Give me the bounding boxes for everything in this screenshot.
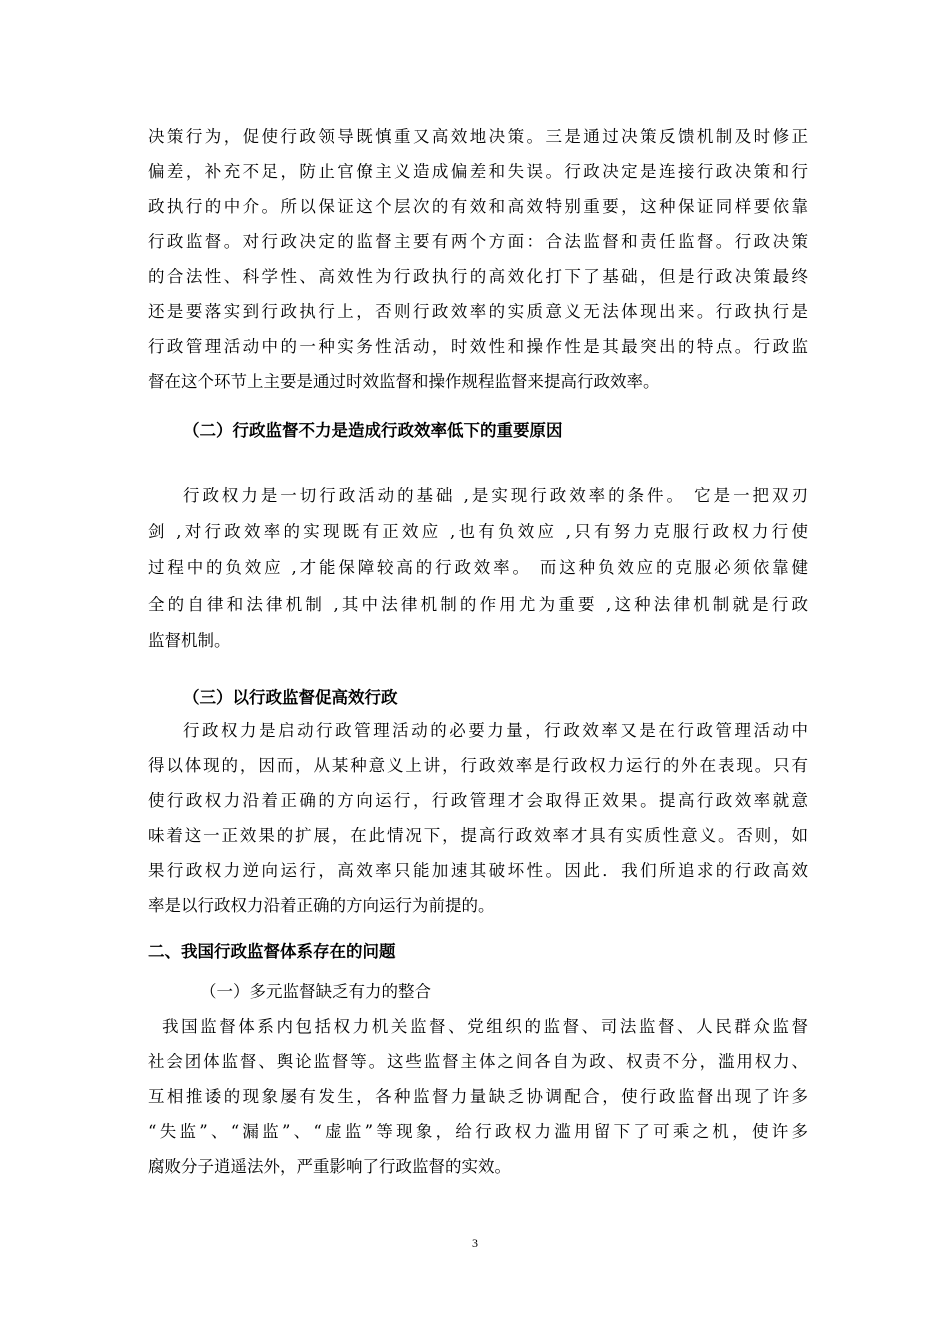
subsection-heading: （一）多元监督缺乏有力的整合	[200, 982, 431, 1001]
paragraph-line: 得以体现的，因而，从某种意义上讲，行政效率是行政权力运行的外在表现。只有	[148, 756, 808, 775]
paragraph-line: 行政权力是启动行政管理活动的必要力量，行政效率又是在行政管理活动中	[183, 721, 808, 740]
paragraph-line: 督在这个环节上主要是通过时效监督和操作规程监督来提高行政效率。	[148, 372, 660, 391]
paragraph-line: 政执行的中介。所以保证这个层次的有效和高效特别重要，这种保证同样要依靠	[148, 197, 808, 216]
paragraph-line: 味着这一正效果的扩展，在此情况下，提高行政效率才具有实质性意义。否则，如	[148, 826, 808, 845]
paragraph-line: 我国监督体系内包括权力机关监督、党组织的监督、司法监督、人民群众监督	[162, 1017, 808, 1036]
paragraph-line: 监督机制。	[148, 631, 231, 650]
paragraph-line: 使行政权力沿着正确的方向运行，行政管理才会取得正效果。提高行政效率就意	[148, 791, 808, 810]
paragraph-line: 还是要落实到行政执行上，否则行政效率的实质意义无法体现出来。行政执行是	[148, 302, 808, 321]
paragraph-line: 果行政权力逆向运行，高效率只能加速其破坏性。因此．我们所追求的行政高效	[148, 861, 808, 880]
paragraph-line: 全的自律和法律机制 ,其中法律机制的作用尤为重要 ,这种法律机制就是行政	[148, 595, 808, 614]
paragraph-line: 偏差，补充不足，防止官僚主义造成偏差和失误。行政决定是连接行政决策和行	[148, 162, 808, 181]
paragraph-line: 决策行为，促使行政领导既慎重又高效地决策。三是通过决策反馈机制及时修正	[148, 127, 808, 146]
paragraph-line: 剑 ,对行政效率的实现既有正效应 ,也有负效应 ,只有努力克服行政权力行使	[148, 522, 808, 541]
paragraph-line: 率是以行政权力沿着正确的方向运行为前提的。	[148, 896, 495, 915]
paragraph-line: 过程中的负效应 ,才能保障较高的行政效率。 而这种负效应的克服必须依靠健	[148, 558, 808, 577]
paragraph-line: 的合法性、科学性、高效性为行政执行的高效化打下了基础，但是行政决策最终	[148, 267, 808, 286]
chapter-heading: 二、我国行政监督体系存在的问题	[148, 942, 396, 961]
paragraph-line: 行政权力是一切行政活动的基础 ,是实现行政效率的条件。 它是一把双刃	[183, 486, 808, 505]
paragraph-line: 互相推诿的现象屡有发生，各种监督力量缺乏协调配合，使行政监督出现了许多	[148, 1087, 808, 1106]
paragraph-line: 行政监督。对行政决定的监督主要有两个方面：合法监督和责任监督。行政决策	[148, 232, 808, 251]
paragraph-line: 社会团体监督、舆论监督等。这些监督主体之间各自为政、权责不分，滥用权力、	[148, 1052, 808, 1071]
paragraph-line: 腐败分子逍遥法外，严重影响了行政监督的实效。	[148, 1157, 511, 1176]
section-heading: （二）行政监督不力是造成行政效率低下的重要原因	[183, 421, 563, 440]
section-heading: （三）以行政监督促高效行政	[183, 688, 398, 707]
paragraph-line: “失监”、“漏监”、“虚监”等现象，给行政权力滥用留下了可乘之机，使许多	[148, 1122, 808, 1141]
page-number: 3	[472, 1236, 478, 1250]
paragraph-line: 行政管理活动中的一种实务性活动，时效性和操作性是其最突出的特点。行政监	[148, 337, 808, 356]
